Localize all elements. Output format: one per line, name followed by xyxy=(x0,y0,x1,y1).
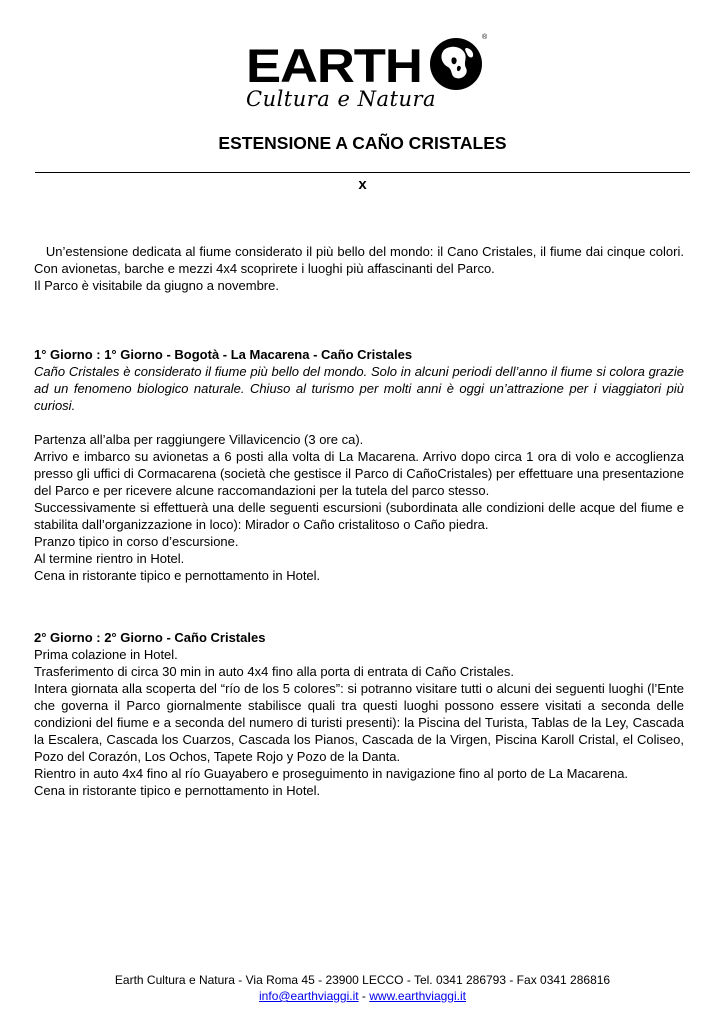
registered-mark: ® xyxy=(482,34,488,41)
day2-section xyxy=(34,629,684,799)
earth-logo xyxy=(244,32,494,114)
day1-line: Successivamente si effettuerà una delle seguenti escursioni (subordinata alle condizioni delle acque del fiume e stabilita dall’organizzazione in loco): Mirador o Caño cristalitoso o Caño piedra. xyxy=(34,500,684,532)
day1-line: Al termine rientro in Hotel. xyxy=(34,551,185,566)
website-link[interactable]: www.earthviaggi.it xyxy=(369,989,466,1003)
day2-line: Prima colazione in Hotel. xyxy=(34,647,178,662)
day1-title: 1° Giorno : 1° Giorno - Bogotà - La Macarena - Caño Cristales xyxy=(34,347,413,362)
page-title: ESTENSIONE A CAÑO CRISTALES xyxy=(218,133,507,153)
day1-section xyxy=(34,346,684,584)
intro-paragraph: Il Parco è visitabile da giugno a novembre. xyxy=(34,278,279,293)
day1-line: Cena in ristorante tipico e pernottamento in Hotel. xyxy=(34,568,321,583)
footer-address: Earth Cultura e Natura - Via Roma 45 - 23900 LECCO - Tel. 0341 286793 - Fax 0341 286816 xyxy=(114,973,611,987)
day1-description: Caño Cristales è considerato il fiume più bello del mondo. Solo in alcuni periodi dell’anno il fiume si colora grazie ad un fenomeno biologico naturale. Chiuso al turismo per molti anni è oggi un’attrazione per i viaggiatori più curiosi. xyxy=(34,364,684,413)
day2-line: Trasferimento di circa 30 min in auto 4x4 fino alla porta di entrata di Caño Cristales. xyxy=(34,664,515,679)
title-divider xyxy=(35,172,690,173)
spacer xyxy=(34,414,684,431)
day1-line: Partenza all’alba per raggiungere Villavicencio (3 ore ca). xyxy=(34,432,364,447)
intro-section xyxy=(34,243,688,294)
day2-line: Rientro in auto 4x4 fino al río Guayabero e proseguimento in navigazione fino al porto de La Macarena. xyxy=(34,766,629,781)
logo-wordmark: EARTH xyxy=(246,39,422,92)
subtitle-mark: x xyxy=(358,176,367,193)
email-link[interactable]: info@earthviaggi.it xyxy=(259,989,359,1003)
intro-paragraph: Un’estensione dedicata al fiume considerato il più bello del mondo: il Cano Cristales, il fiume dai cinque colori. Con avionetas, barche e mezzi 4x4 scoprirete i luoghi più affascinanti del Parco. xyxy=(34,244,688,276)
footer-separator: - xyxy=(358,989,370,1003)
page-footer xyxy=(0,972,725,1004)
day2-line: Intera giornata alla scoperta del “río de los 5 colores”: si potranno visitare tutti o alcuni dei seguenti luoghi (l’Ente che governa il Parco giornalmente stabilisce quali tra questi luoghi possono essere visitati a seconda delle condizioni del fiume e a seconda del numero di turisti presenti): la Piscina del Turista, Tablas de la Ley, Cascada la Escalera, Cascada los Cuarzos, Cascada los Pianos, Cascada de la Virgen, Piscina Karoll Cristal, el Coliseo, Pozo del Corazón, Los Ochos, Tapete Rojo y Pozo de la Danta. xyxy=(34,681,684,764)
footer-links xyxy=(0,988,725,1004)
day1-line: Pranzo tipico in corso d’escursione. xyxy=(34,534,239,549)
logo-tagline: Cultura e Natura xyxy=(246,87,437,111)
day2-title: 2° Giorno : 2° Giorno - Caño Cristales xyxy=(34,630,266,645)
day1-line: Arrivo e imbarco su avionetas a 6 posti alla volta di La Macarena. Arrivo dopo circa 1 ora di volo e accoglienza presso gli uffici di Cormacarena (società che gestisce il Parco di CañoCristales) per effettuare una presentazione del Parco e per ricevere alcune raccomandazioni per la tutela del parco stesso. xyxy=(34,449,684,498)
day2-line: Cena in ristorante tipico e pernottamento in Hotel. xyxy=(34,783,321,798)
globe-icon xyxy=(428,36,484,92)
